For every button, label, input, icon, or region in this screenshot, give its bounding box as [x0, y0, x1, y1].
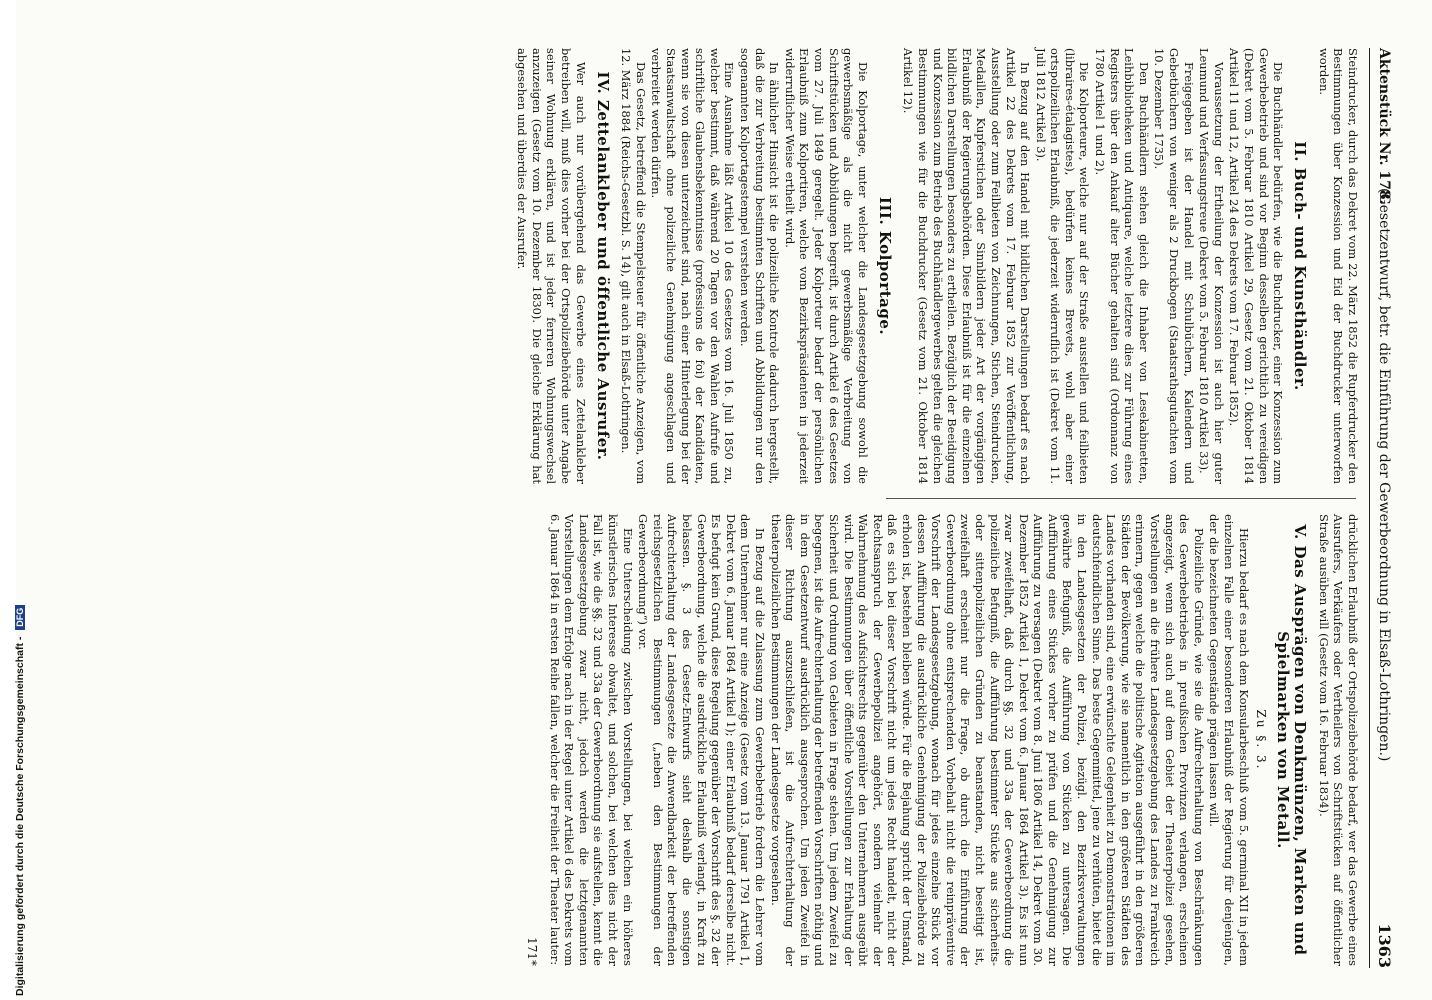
page-header [1369, 48, 1396, 968]
header-document-number: Aktenstück Nr. 178. [1376, 48, 1392, 205]
section-heading-III: III. Kolportage. [875, 196, 894, 336]
paragraph: In Bezug auf die Zulassung zum Gewerbebetrieb fordern die Lehrer vom dem Unternehmer nur eine Anzeige (Gesetz vom 13. Januar 1791 Artikel 1, Dekret vom 6. Januar 1864 Artikel 1); einer Erlaubniß bedarf derselbe nicht. Es befugt kein Grund, diese Regelung gegenüber der Vorschrift des §. 32 der Gewerbeordnung, welche die ausdrückliche Erlaubniß verlangt, in Kraft zu belassen. §. 3 des Gesetz-Entwurfs sieht deshalb die sonstigen Aufrechterhaltung der Landesgesetze die Anwendbarkeit der betreffenden reichsgesetzlichen Bestimmungen („neben den Bestimmungen der Gewerbeordnung“) vor. [636, 514, 768, 966]
paragraph: Den Buchhändlern stehen gleich die Inhaber von Lesekabinetten, Leihbibliotheken und Antiquare, welche letztere dies zur Führung eines Registers über den Ankauf alter Bücher gehalten sind (Ordonnanz von 1780 Artikel 1 und 2). [1093, 48, 1151, 484]
paragraph: Die Kolporteure, welche nur auf der Straße ausstellen und feilbieten (libraires-étalagistes), bedürfen keines Brevets, wohl aber einer ortspolizeilichen Erlaubniß, die jederzeit widerruflich ist (Dekret vom 11. Juli 1812 Artikel 3). [1033, 48, 1092, 484]
header-title: (Gesetzentwurf, betr. die Einführung der Gewerbeordnung in Elsaß-Lothringen.) [1376, 188, 1392, 762]
paragraph: Wer auch nur vorübergehend das Gewerbe eines Zettelankleber betreiben will, muß dies vorher bei der Ortspolizeibehörde unter Angabe seiner Wohnung erklären, und ist jeder ferneren Wohnungswechsel anzuzeigen (Gesetz vom 10. Dezember 1830). Die gleiche Erklärung hat abgesehen und überdies der Ausrufer. [515, 48, 588, 484]
section-heading-II: II. Buch- und Kunsthändler. [1291, 141, 1310, 391]
paragraph: Freigegeben ist der Handel mit Schulbüchern, Kalendern und Gebetbüchern von weniger als 2 Druckbogen (Staatsrathsgutachten vom 10. Dezember 1735). [1152, 48, 1196, 484]
paragraph: Hierzu bedarf es nach dem Konsularbeschluß vom 5. germinal XII in jedem einzelnen Falle einer besonderen Erlaubniß der Regierung für denjenigen, der die bezeichneten Gegenstände prägen lassen will. [1207, 514, 1251, 966]
digitization-notice [14, 605, 26, 996]
column-divider [886, 498, 1356, 499]
paragraph: Steindrucker, durch das Dekret vom 22. März 1852 die Rupferdrucker den Bestimmungen über Konzession und Eid der Buchdrucker unterworfen worden. [1316, 48, 1360, 484]
paragraph: Eine Unterscheidung zwischen Vorstellungen, bei welchen ein höheres künstlerisches Interesse obwaltet, und solchen, bei welchen dies nicht der Fall ist, wie die §§. 32 und 33a der Gewerbeordnung sie aufstellen, kennt die Landesgesetzgebung zwar nicht, jedoch werden die letztgenannten Vorstellungen dem Erfolge nach in der Regel unter Artikel 6 des Dekrets vom 6. Januar 1864 in ersten Reihe fallen, welcher die Freiheit der Theater lauter: [547, 514, 635, 966]
digitization-notice-text: Digitalisierung gefördert durch die Deutsche Forschungsgemeinschaft - [14, 636, 26, 996]
dfg-logo: DFG [15, 605, 25, 630]
paragraph: Polizeiliche Gründe, wie sie die Aufrechterhaltung von Beschränkungen des Gewerbebetriebes in preußischen Provinzen verlangen, erscheinen angezeigt, wenn sich auch auf dem Gebiet der Theaterpolizei gesehen, Vorstellungen an die frühere Landesgesetzgebung des Landes zu Frankreich erinnern, gegen welche die politische Agitation ausgeführt in den größeren Städten der Bevölkerung, wie sie namentlich in den größeren Städten des Landes vorhanden sind, eine erwünschte Gelegenheit zu Demonstrationen im deutschfeindlichen Sinne. Das beste Gegenmittel, jene zu verhüten, bietet die in den Landesgesetzen der Polizei, bezügl. den Bezirksverwaltungen gewährte Befugniß, die Aufführung von Stücken zu untersagen. Die Aufführung eines Stückes vorher zu prüfen und die Genehmigung zur Aufführung zu versagen (Dekret vom 8. Juni 1806 Artikel 14, Dekret vom 30. Dezember 1852 Artikel 1, Dekret vom 6. Januar 1864 Artikel 3). Es ist nun zwar zweifelhaft, daß durch §§. 32 und 33a der Gewerbeordnung die polizeiliche Befugniß, die Aufführung bestimmter Stücke aus sicherheits- oder sittenpolizeilichen Gründen zu beanstanden, nicht beseitigt ist, zweifelhaft erscheint nur die Frage, ob durch die Einführung der Gewerbeordnung ohne entsprechenden Vorbehalt nicht die reinpräventive Vorschrift der Landesgesetzgebung, wonach für jedes einzelne Stück vor dessen Aufführung die ausdrückliche Genehmigung der Polizeibehörde zu erholen ist, bestehen bleiben würde. Für die Bejahung spricht der Umstand, daß es sich bei dieser Vorschrift nicht um jedes Recht handelt, nicht der Rechtsanspruch der Gewerbepolizei angehört, sondern vielmehr der Wahrnehmung des Aufsichtsrechts gegenüber den Unternehmern ausgeübt wird. Die Bestimmungen über öffentliche Vorstellungen zur Erhaltung der Sicherheit und Ordnung von Gebieten in Frage stehen. Um jedem Zweifel zu begegnen, ist die Aufrechterhaltung der betreffenden Vorschriften nöthig und in dem Gesetzentwurf ausdrücklich ausgesprochen. Um jeden Zweifel in dieser Richtung auszuschließen, ist die Aufrechterhaltung der theaterpolizeilichen Bestimmungen der Landesgesetze vorgesehen. [768, 514, 1206, 966]
paragraph: In ähnlicher Hinsicht ist die polizeiliche Kontrole dadurch hergestellt, daß die zur Verbreitung bestimmten Schriften und Abbildungen nur den sogenannten Kolportagestempel verstehen werden. [738, 48, 782, 484]
paragraph: Voraussetzung der Ertheilung der Konzession ist auch hier guter Leumund und Verfassungstreue (Dekret vom 5. Februar 1810 Artikel 33). [1197, 48, 1226, 484]
left-column [514, 48, 1360, 484]
page-number: 1363 [1375, 923, 1394, 968]
right-column [525, 514, 1360, 966]
section-heading-IV: IV. Zettelankleber und öffentliche Ausrufer. [593, 71, 612, 461]
section-heading-V: V. Das Ausprägen von Denkmünzen, Marken und Spielmarken von Metall. [1274, 524, 1310, 956]
sheet-signature: 171* [525, 937, 540, 966]
subsection-heading: Zu §. 3. [1254, 709, 1269, 771]
paragraph: In Bezug auf den Handel mit bildlichen Darstellungen bedarf es nach Artikel 22 des Dekrets vom 17. Februar 1852 zur Veröffentlichung, Ausstellung oder zum Feilbieten von Zeichnungen, Stichen, Steindrucken, Medaillen, Kupferstichen oder Sinnbildern jeder Art der vorgängigen Erlaubniß der Regierungsbehörden. Diese Erlaubniß ist für die einzelnen bildlichen Darstellungen besonders zu ertheilen. Bezüglich der Beeidigung und Konzession zum Betrieb des Buchhändlergewerbes gelten die gleichen Bestimmungen wie für die Buchdrucker (Gesetz vom 21. Oktober 1814 Artikel 12). [901, 48, 1033, 484]
paragraph: drücklichen Erlaubniß der Ortspolizeibehörde bedarf, wer das Gewerbe eines Ausrufers, Verkäufers oder Vertheilers von Schriftstücken auf öffentlicher Straße ausüben will (Gesetz vom 16. Februar 1834). [1316, 514, 1360, 966]
rotated-page-content [16, 0, 1416, 1000]
paragraph: Die Kolportage, unter welcher die Landesgesetzgebung sowohl die gewerbsmäßige als die nicht gewerbsmäßige Verbreitung von Schriftstücken und Abbildungen begreift, ist durch Artikel 6 des Gesetzes vom 27. Juli 1849 geregelt. Jeder Kolporteur bedarf der persönlichen Erlaubniß zum Kolportiren, welche vom Bezirkspräsidenten in jederzeit widerruflicher Weise ertheilt wird. [782, 48, 870, 484]
paragraph: Eine Ausnahme läßt Artikel 10 des Gesetzes vom 16. Juli 1850 zu, welcher bestimmt, daß während 20 Tagen vor den Wahlen Aufrufe und schriftliche Glaubensbekenntnisse (professions de foi) der Kandidaten, wenn sie von diesen unterzeichnet sind, nach einer Hinterlegung bei der Staatsanwaltschaft ohne polizeiliche Genehmigung angeschlagen und verbreitet werden dürfen. [649, 48, 737, 484]
paragraph: Die Buchhändler bedürfen, wie die Buchdrucker, einer Konzession zum Gewerbebetrieb und sind vor Beginn desselben gerichtlich zu vereidigen (Dekret vom 5. Februar 1810 Artikel 29, Gesetz vom 21. Oktober 1814 Artikel 11 und 12, Artikel 24 des Dekrets vom 17. Februar 1852). [1227, 48, 1286, 484]
paragraph: Das Gesetz, betreffend die Stempelsteuer für öffentliche Anzeigen, vom 12. März 1884 (Reichs-Gesetzbl. S. 14), gilt auch in Elsaß-Lothringen. [619, 48, 648, 484]
